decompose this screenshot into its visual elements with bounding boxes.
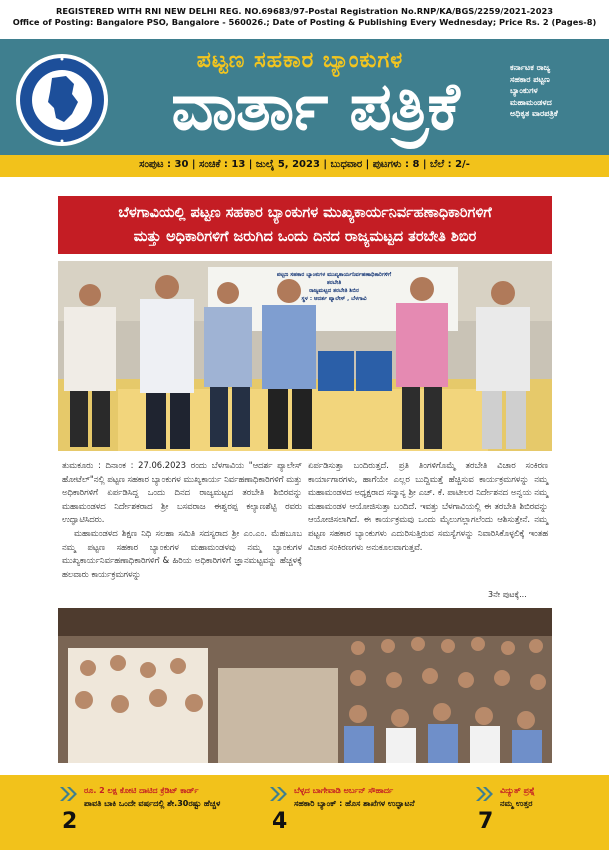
registration-info — [0, 6, 609, 28]
inauguration-photo — [58, 261, 552, 451]
article-paragraph: ಮಹಾಮಂಡಳದ ಶಿಕ್ಷಣ ನಿಧಿ ಸಲಹಾ ಸಮಿತಿ ಸದಸ್ಯರಾದ ಶ್ರೀ ಎಂ.ಎಂ. ಮೆಹಬೂಬ ನಮ್ಮ ಪಟ್ಟಣ ಸಹಕಾರ ಬ್ಯಾಂಕುಗಳ ಮಹಾಮಂಡಳವು ನಮ್ಮ ಬ್ಯಾಂಕುಗಳ ಮುಖ್ಯಕಾರ್ಯನಿರ್ವಹಣಾಧಿಕಾರಿಗಳಿಗೆ & ಹಿರಿಯ ಅಧಿಕಾರಿಗಳಿಗೆ ಜ್ಞಾನಮಟ್ಟವನ್ನು ಹೆಚ್ಚಳಕ್ಕೆ ಹಲವಾರು ಕಾರ್ಯಕ್ರಮಗಳನ್ನು — [62, 527, 302, 579]
article-column-2 — [308, 459, 548, 554]
audience-photo-illustration — [58, 608, 552, 763]
issue-info: ಸಂಪುಟ : 30 | ಸಂಚಿಕೆ : 13 | ಜುಲೈ 5, 2023 | ಬುಧವಾರ | ಪುಟಗಳು : 8 | ಬೆಲೆ : 2/- — [139, 159, 470, 170]
teaser-line-1: ರೂ. 2 ಲಕ್ಷ ಕೋಟಿ ದಾಟಿದ ಕ್ರೆಡಿಟ್ ಕಾರ್ಡ್ — [84, 786, 199, 795]
teaser-line-2: ಸಹಕಾರಿ ಬ್ಯಾಂಕ್ : ಹೊಸ ಶಾಖೆಗಳ ಉದ್ಘಾಟನೆ — [294, 799, 415, 808]
banner-line-1: ಪಟ್ಟಣ ಸಹಕಾರ ಬ್ಯಾಂಕುಗಳ ಮುಖ್ಯಕಾರ್ಯನಿರ್ವಹಣಾಧಿಕಾರಿಗಳಿಗೆ — [276, 272, 392, 278]
continued-note: 3ನೇ ಪುಟಕ್ಕೆ... — [488, 590, 527, 599]
banner-line-2: ತರಬೇತಿ — [326, 280, 342, 286]
banner-line-4: ಸ್ಥಳ : ಆದರ್ಶ ಪ್ಯಾಲೇಸ್ , ಬೆಳಗಾವಿ — [301, 296, 367, 302]
article-column-1 — [62, 459, 302, 581]
teaser-line-1: ವಿದ್ಯುತ್ ಪ್ರಶ್ನೆ — [500, 786, 535, 795]
masthead-publisher-note — [510, 62, 602, 120]
publisher-note-line: ಮಹಾಮಂಡಳದ — [510, 97, 552, 107]
headline-line-2: ಮತ್ತು ಅಧಿಕಾರಿಗಳಿಗೆ ಜರುಗಿದ ಒಂದು ದಿನದ ರಾಜ್ಯಮಟ್ಟದ ತರಬೇತಿ ಶಿಬಿರ — [133, 229, 477, 245]
article-paragraph: ಏರ್ಪಡಿಸುತ್ತಾ ಬಂದಿರುತ್ತದೆ. ಪ್ರತಿ ತಿಂಗಳಿಗೊಮ್ಮೆ ತರಬೇತಿ ವಿಚಾರ ಸಂಕಿರಣ ಕಾರ್ಯಾಗಾರಗಳು, ಹಾಗೆಯೇ ಎಲ್ಲರ ಬುದ್ದಿಮತ್ತೆ ಹೆಚ್ಚಿಸುವ ಕಾರ್ಯಕ್ರಮಗಳನ್ನು ನಮ್ಮ ಮಹಾಮಂಡಳದ ಅಧ್ಯಕ್ಷರಾದ ಸನ್ಮಾನ್ಯ ಶ್ರೀ ಎಚ್. ಕೆ. ಪಾಟೀಲರ ನಿರ್ದೇಶನದ ಅನ್ವಯ ನಮ್ಮ ಮಹಾಮಂಡಳ ಆಯೋಜಿಸುತ್ತಾ ಬಂದಿದೆ. ಇವತ್ತು ಬೆಳಗಾವಿಯಲ್ಲಿ ಈ ತರಬೇತಿ ಶಿಬಿರವನ್ನು ಆಯೋಜಿಸಲಾಗಿದೆ. ಈ ಕಾರ್ಯಕ್ರಮವು ಒಂದು ಮೈಲುಗಲ್ಲಾಗಲೆಂದು ಆಶಿಸುತ್ತೇನೆ. ನಮ್ಮ ಪಟ್ಟಣ ಸಹಕಾರ ಬ್ಯಾಂಕುಗಳು ಎದುರಿಸುತ್ತಿರುವ ಸಮಸ್ಯೆಗಳನ್ನು ನಿವಾರಿಸಿಕೊಳ್ಳಲಿಕ್ಕೆ ಇಂತಹ ವಿಚಾರ ಸಂಕಿರಣಗಳು ಅನುಕೂಲವಾಗುತ್ತವೆ. — [308, 460, 548, 552]
teaser-line-1: ಬೆಳ್ಳದ ಬಾಗೇವಾಡಿ ಅರ್ಬನ್ ಸೌಹಾರ್ದ — [294, 786, 394, 795]
federation-emblem-icon — [14, 52, 110, 148]
teaser-page-number: 2 — [62, 809, 78, 834]
registration-line-1: REGISTERED WITH RNI NEW DELHI REG. NO.69683/97-Postal Registration No.RNP/KA/BGS/2259/2021-2023 — [55, 6, 554, 16]
teaser-page-number: 7 — [478, 809, 494, 834]
footer-teaser[interactable] — [474, 783, 604, 845]
publisher-note-line: ಅಧಿಕೃತ ವಾರಪತ್ರಿಕೆ — [510, 109, 558, 118]
headline-box — [58, 196, 552, 254]
footer-teaser[interactable] — [268, 783, 453, 845]
publisher-note-line: ಸಹಕಾರ ಪಟ್ಟಣ — [510, 74, 550, 84]
footer-teaser[interactable] — [58, 783, 243, 845]
double-chevron-icon — [58, 785, 78, 803]
audience-photo — [58, 608, 552, 763]
teaser-line-2: ನಮ್ಮ ಉತ್ತರ — [500, 799, 533, 808]
teaser-page-number: 4 — [272, 809, 288, 834]
stage-banner — [214, 271, 454, 303]
double-chevron-icon — [268, 785, 288, 803]
masthead-subtitle: ಪಟ್ಟಣ ಸಹಕಾರ ಬ್ಯಾಂಕುಗಳ — [196, 48, 404, 73]
registration-line-2: Office of Posting: Bangalore PSO, Bangalore - 560026.; Date of Posting & Publishing Every Wednesday; Price Rs. 2 (Pages-8) — [12, 17, 597, 27]
masthead-title: ವಾರ್ತಾ ಪತ್ರಿಕೆ — [171, 67, 459, 145]
article-paragraph: ತುಮಕೂರು : ದಿನಾಂಕ : 27.06.2023 ರಂದು ಬೆಳಗಾವಿಯ "ಆದರ್ಶ ಪ್ಯಾಲೇಸ್ ಹೋಟೆಲ್"ನಲ್ಲಿ ಪಟ್ಟಣ ಸಹಕಾರ ಬ್ಯಾಂಕುಗಳ ಮುಖ್ಯಕಾರ್ಯ ನಿರ್ವಹಣಾಧಿಕಾರಿಗಳಿಗೆ ಮತ್ತು ಅಧಿಕಾರಿಗಳಿಗೆ ಏರ್ಪಡಿಸಿದ್ದ ಒಂದು ದಿನದ ರಾಜ್ಯಮಟ್ಟದ ತರಬೇತಿ ಶಿಬಿರವನ್ನು ಮಹಾಮಂಡಳದ ನಿರ್ದೇಶಕರಾದ ಶ್ರೀ ಬಸವರಾಜ ಈಶ್ವರಪ್ಪ ಕಲ್ಯಾಣಶೆಟ್ಟಿ ರವರು ಉದ್ಘಾಟಿಸಿದರು. — [62, 460, 302, 525]
publisher-note-line: ಬ್ಯಾಂಕುಗಳ — [510, 86, 538, 95]
headline-line-1: ಬೆಳಗಾವಿಯಲ್ಲಿ ಪಟ್ಟಣ ಸಹಕಾರ ಬ್ಯಾಂಕುಗಳ ಮುಖ್ಯಕಾರ್ಯನಿರ್ವಹಣಾಧಿಕಾರಿಗಳಿಗೆ — [118, 205, 492, 221]
double-chevron-icon — [474, 785, 494, 803]
publisher-note-line: ಕರ್ನಾಟಕ ರಾಜ್ಯ — [510, 63, 551, 72]
teaser-line-2: ಪಾವತಿ ಬಾಕಿ ಒಂದೇ ವರ್ಷದಲ್ಲಿ ಶೇ.30ರಷ್ಟು ಹೆಚ್ಚಳ — [84, 799, 221, 808]
banner-line-3: ರಾಜ್ಯಮಟ್ಟದ ತರಬೇತಿ ಶಿಬಿರ — [309, 288, 359, 294]
